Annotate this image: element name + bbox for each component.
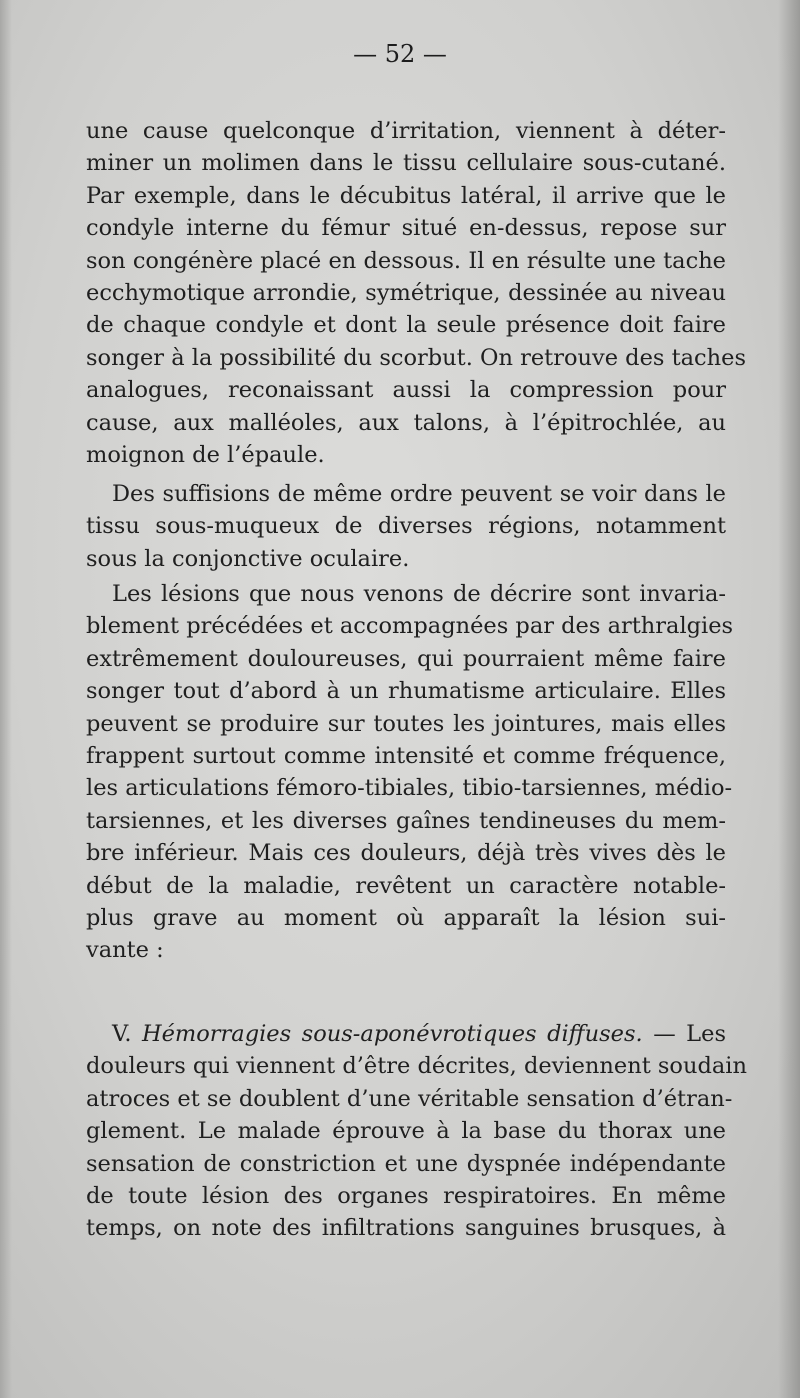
text-line: peuvent se produire sur toutes les jointures, mais elles bbox=[86, 710, 726, 737]
page-edge-shadow-right bbox=[778, 0, 800, 1398]
text-line: Par exemple, dans le décubitus latéral, il arrive que le bbox=[86, 182, 726, 209]
paragraph-2 bbox=[86, 478, 726, 575]
text-line: plus grave au moment où apparaît la lésion sui- bbox=[86, 904, 726, 931]
text-line: temps, on note des infiltrations sanguines brusques, à bbox=[86, 1215, 726, 1242]
text-line: tissu sous-muqueux de diverses régions, notamment bbox=[86, 513, 726, 540]
text-line: son congénère placé en dessous. Il en résulte une tache bbox=[86, 247, 726, 274]
section-numeral: V. bbox=[112, 1021, 132, 1047]
section-title: Hémorragies sous-aponévrotiques diffuses. bbox=[141, 1021, 643, 1047]
text-line: ecchymotique arrondie, symétrique, dessinée au niveau bbox=[86, 279, 726, 306]
text-line: cause, aux malléoles, aux talons, à l’épitrochlée, au bbox=[86, 409, 726, 436]
section-v bbox=[86, 1018, 747, 1245]
text-line: analogues, reconaissant aussi la compression pour bbox=[86, 377, 726, 404]
section-heading-line bbox=[86, 1018, 726, 1050]
paragraph-3 bbox=[86, 578, 734, 967]
text-line: condyle interne du fémur situé en-dessus, repose sur bbox=[86, 215, 726, 242]
text-line: Les lésions que nous venons de décrire sont invaria- bbox=[112, 581, 726, 607]
text-line: songer à la possibilité du scorbut. On retrouve des taches bbox=[86, 344, 747, 371]
text-line: glement. Le malade éprouve à la base du thorax une bbox=[86, 1118, 726, 1145]
text-line: de chaque condyle et dont la seule présence doit faire bbox=[86, 312, 726, 339]
text-line: bre inférieur. Mais ces douleurs, déjà très vives dès le bbox=[86, 840, 726, 867]
text-line: extrêmement douloureuses, qui pourraient même faire bbox=[86, 645, 726, 672]
text-line: frappent surtout comme intensité et comme fréquence, bbox=[86, 742, 726, 769]
text-line: douleurs qui viennent d’être décrites, deviennent soudain bbox=[86, 1053, 747, 1080]
text-line: vante : bbox=[86, 937, 164, 964]
text-line: les articulations fémoro-tibiales, tibio-tarsiennes, médio- bbox=[86, 775, 733, 802]
text-line: sous la conjonctive oculaire. bbox=[86, 545, 410, 572]
paragraph-1 bbox=[86, 115, 747, 471]
text-line: atroces et se doublent d’une véritable sensation d’étran- bbox=[86, 1085, 733, 1112]
text-line: sensation de constriction et une dyspnée indépendante bbox=[86, 1150, 726, 1177]
text-line: songer tout d’abord à un rhumatisme articulaire. Elles bbox=[86, 678, 726, 705]
page-edge-shadow-left bbox=[0, 0, 12, 1398]
page-number: — 52 — bbox=[353, 40, 447, 68]
section-first-words: — Les bbox=[653, 1021, 726, 1047]
text-line: une cause quelconque d’irritation, viennent à déter- bbox=[86, 118, 726, 144]
text-line: tarsiennes, et les diverses gaînes tendineuses du mem- bbox=[86, 807, 726, 834]
text-line: début de la maladie, revêtent un caractère notable- bbox=[86, 872, 726, 899]
text-line: de toute lésion des organes respiratoires. En même bbox=[86, 1182, 726, 1209]
text-line: moignon de l’épaule. bbox=[86, 441, 325, 468]
text-line: miner un molimen dans le tissu cellulaire sous-cutané. bbox=[86, 150, 726, 177]
text-line: Des suffisions de même ordre peuvent se voir dans le bbox=[112, 481, 726, 507]
text-line: blement précédées et accompagnées par des arthralgies bbox=[86, 613, 734, 640]
